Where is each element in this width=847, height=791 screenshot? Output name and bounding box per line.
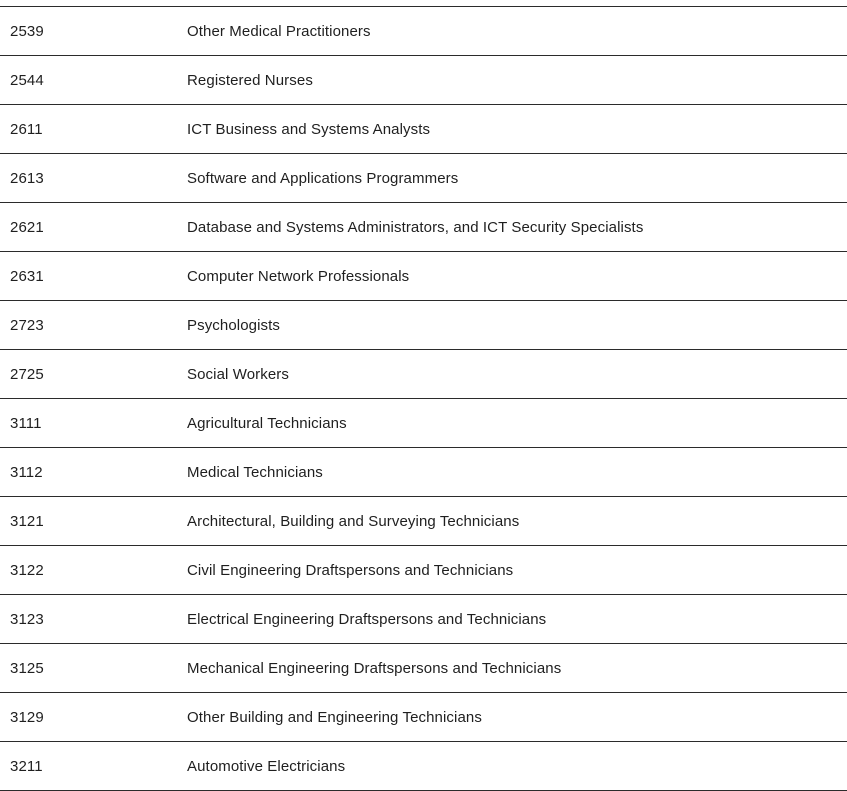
occupation-code: 3125 (10, 659, 44, 677)
occupation-code: 2621 (10, 218, 44, 236)
table-row (0, 56, 847, 105)
occupation-code: 3112 (10, 463, 43, 481)
table-row (0, 7, 847, 56)
table-row (0, 399, 847, 448)
occupation-title: Agricultural Technicians (187, 414, 347, 432)
table-row (0, 350, 847, 399)
occupation-title: Architectural, Building and Surveying Technicians (187, 512, 520, 530)
occupation-code: 2725 (10, 365, 44, 383)
occupation-code: 3121 (10, 512, 44, 530)
occupation-code: 2631 (10, 267, 44, 285)
occupation-code: 2544 (10, 71, 44, 89)
table-row (0, 497, 847, 546)
occupation-code: 3123 (10, 610, 44, 628)
table-row (0, 301, 847, 350)
occupation-code: 2613 (10, 169, 44, 187)
occupation-title: Automotive Electricians (187, 757, 346, 775)
occupation-code: 2723 (10, 316, 44, 334)
occupation-title: Social Workers (187, 365, 289, 383)
table-row (0, 203, 847, 252)
occupation-title: Electrical Engineering Draftspersons and Technicians (187, 610, 547, 628)
occupation-table (0, 6, 847, 791)
table-row (0, 693, 847, 742)
table-row (0, 154, 847, 203)
occupation-title: Other Building and Engineering Technicians (187, 708, 482, 726)
occupation-title: Civil Engineering Draftspersons and Technicians (187, 561, 514, 579)
occupation-code: 3211 (10, 757, 43, 775)
occupation-title: Other Medical Practitioners (187, 22, 371, 40)
occupation-title: Medical Technicians (187, 463, 323, 481)
table-row (0, 105, 847, 154)
occupation-code: 3111 (10, 414, 42, 432)
occupation-code: 2539 (10, 22, 44, 40)
occupation-title: ICT Business and Systems Analysts (187, 120, 431, 138)
occupation-title: Mechanical Engineering Draftspersons and Technicians (187, 659, 562, 677)
occupation-title: Registered Nurses (187, 71, 313, 89)
table-row (0, 644, 847, 693)
occupation-title: Computer Network Professionals (187, 267, 410, 285)
occupation-title: Psychologists (187, 316, 281, 334)
table-row (0, 546, 847, 595)
occupation-code: 2611 (10, 120, 43, 138)
table-row (0, 742, 847, 791)
table-row (0, 252, 847, 301)
table-row (0, 448, 847, 497)
occupation-code: 3129 (10, 708, 44, 726)
table-row (0, 595, 847, 644)
occupation-title: Database and Systems Administrators, and ICT Security Specialists (187, 218, 644, 236)
occupation-code: 3122 (10, 561, 44, 579)
occupation-title: Software and Applications Programmers (187, 169, 459, 187)
